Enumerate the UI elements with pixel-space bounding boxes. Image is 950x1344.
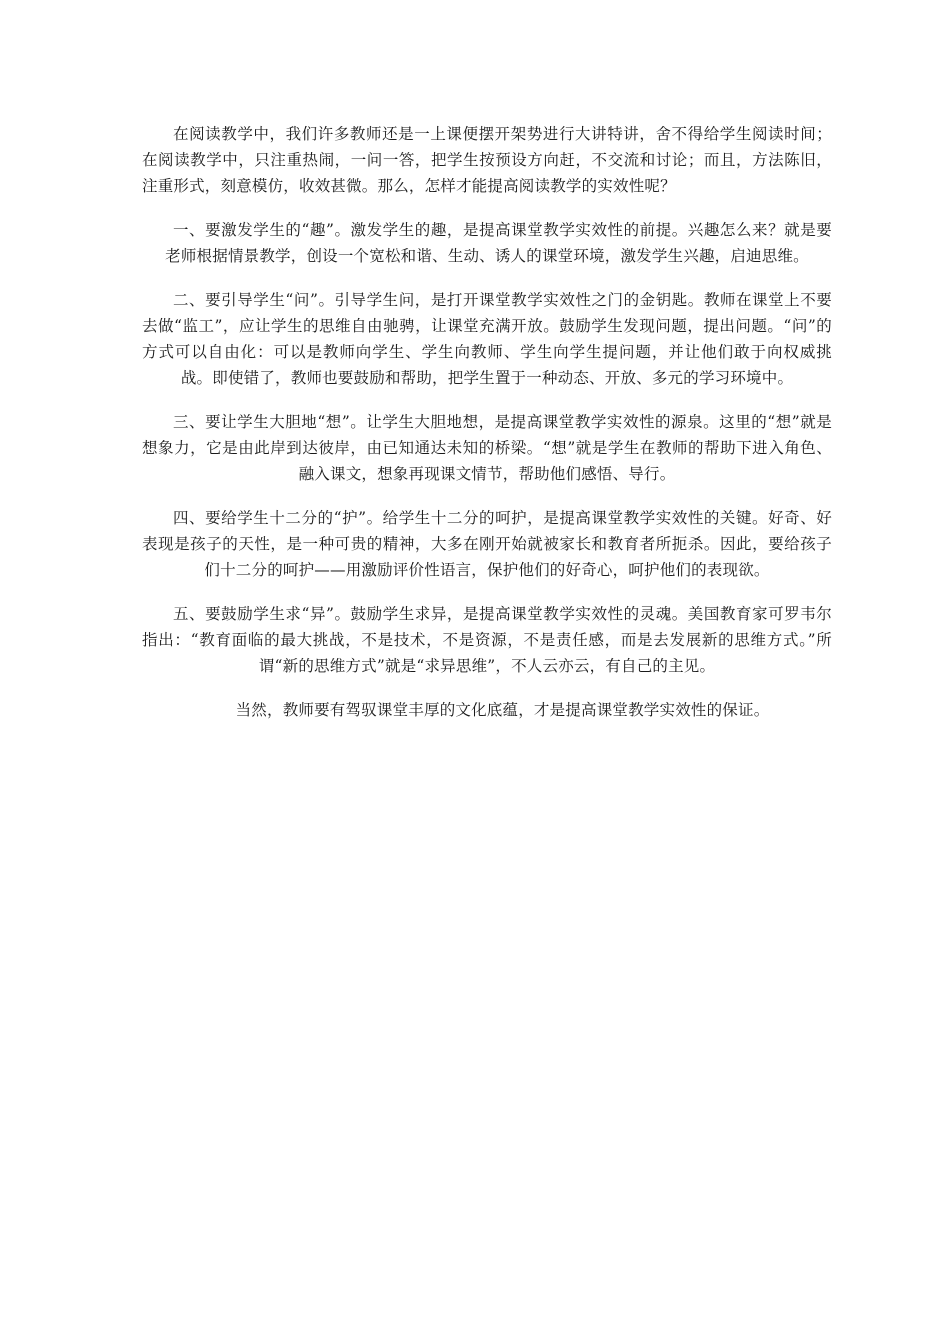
paragraph-imagine: 三、要让学生大胆地“想”。让学生大胆地想，是提高课堂教学实效性的源泉。这里的“想”就是想象力，它是由此岸到达彼岸，由已知通达未知的桥梁。“想”就是学生在教师的帮助下进入角色、融入课文，想象再现课文情节，帮助他们感悟、导行。 <box>142 413 832 483</box>
paragraph-difference: 五、要鼓励学生求“异”。鼓励学生求异，是提高课堂教学实效性的灵魂。美国教育家可罗韦尔指出：“教育面临的最大挑战，不是技术，不是资源，不是责任感，而是去发展新的思维方式。”所谓“新的思维方式”就是“求异思维”，不人云亦云，有自己的主见。 <box>142 605 832 675</box>
paragraph-intro: 在阅读教学中，我们许多教师还是一上课便摆开架势进行大讲特讲，舍不得给学生阅读时间；在阅读教学中，只注重热闹，一问一答，把学生按预设方向赶，不交流和讨论；而且，方法陈旧，注重形式，刻意模仿，收效甚微。那么，怎样才能提高阅读教学的实效性呢？ <box>142 125 832 195</box>
document-body <box>142 121 832 741</box>
paragraph-question: 二、要引导学生“问”。引导学生问，是打开课堂教学实效性之门的金钥匙。教师在课堂上不要去做“监工”，应让学生的思维自由驰骋，让课堂充满开放。鼓励学生发现问题，提出问题。“问”的方式可以自由化：可以是教师向学生、学生向教师、学生向学生提问题，并让他们敢于向权威挑战。即使错了，教师也要鼓励和帮助，把学生置于一种动态、开放、多元的学习环境中。 <box>142 291 832 387</box>
paragraph-protect: 四、要给学生十二分的“护”。给学生十二分的呵护，是提高课堂教学实效性的关键。好奇、好表现是孩子的天性，是一种可贵的精神，大多在刚开始就被家长和教育者所扼杀。因此，要给孩子们十二分的呵护——用激励评价性语言，保护他们的好奇心，呵护他们的表现欲。 <box>142 509 832 579</box>
paragraph-conclusion: 当然，教师要有驾驭课堂丰厚的文化底蕴，才是提高课堂教学实效性的保证。 <box>235 701 770 719</box>
paragraph-interest: 一、要激发学生的“趣”。激发学生的趣，是提高课堂教学实效性的前提。兴趣怎么来？就是要老师根据情景教学，创设一个宽松和谐、生动、诱人的课堂环境，激发学生兴趣，启迪思维。 <box>165 221 832 265</box>
